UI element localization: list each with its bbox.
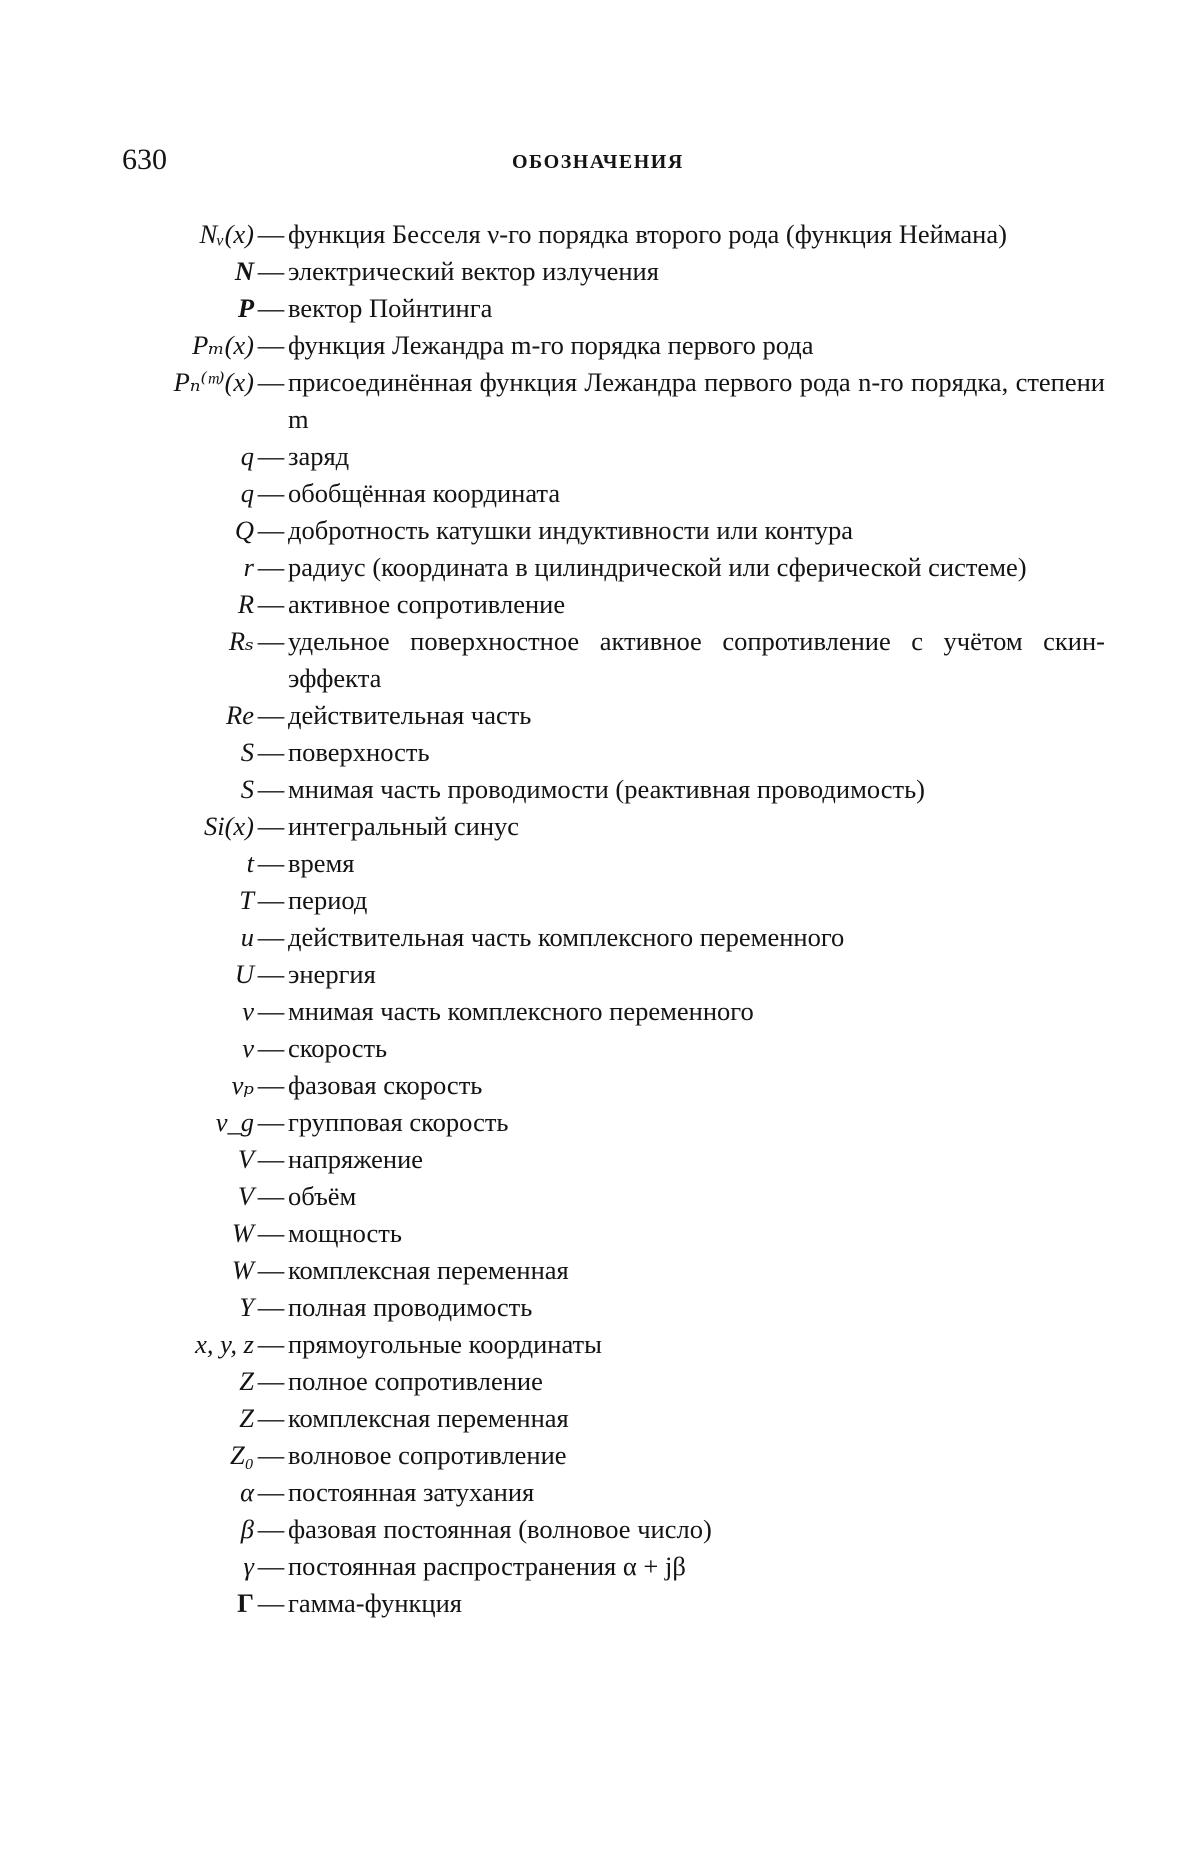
notation-definition: постоянная затухания <box>288 1477 535 1507</box>
notation-definition: электрический вектор излучения <box>288 256 659 286</box>
notation-symbol: Pₘ(x) <box>192 330 254 360</box>
notation-definition: комплексная переменная <box>288 1255 569 1285</box>
notation-entry <box>0 364 1200 438</box>
notation-entry <box>0 956 1200 993</box>
notation-symbol: Y <box>239 1292 254 1322</box>
notation-entry <box>0 1104 1200 1141</box>
notation-definition: вектор Пойнтинга <box>288 293 493 323</box>
notation-symbol: R <box>237 589 254 619</box>
notation-symbol: x, y, z <box>195 1329 254 1359</box>
notation-definition: постоянная распространения α + jβ <box>288 1551 686 1581</box>
notation-entry <box>0 845 1200 882</box>
notation-entry <box>0 586 1200 623</box>
notation-dash: — <box>257 1144 285 1174</box>
notation-entry <box>0 438 1200 475</box>
notation-definition: комплексная переменная <box>288 1403 569 1433</box>
notation-symbol: V <box>237 1144 254 1174</box>
notation-entry <box>0 1252 1200 1289</box>
notation-entry <box>0 512 1200 549</box>
notation-definition: удельное поверхностное активное сопротивление с учётом скин-эффекта <box>288 626 1105 693</box>
notation-definition: мощность <box>288 1218 402 1248</box>
notation-symbol: q <box>240 441 254 471</box>
notation-symbol: U <box>234 959 254 989</box>
notation-dash: — <box>257 219 285 249</box>
notation-symbol: v <box>242 1033 254 1063</box>
notation-entry <box>0 808 1200 845</box>
notation-entry <box>0 1289 1200 1326</box>
notation-symbol: W <box>231 1255 254 1285</box>
notation-entry <box>0 1437 1200 1474</box>
notation-entry <box>0 475 1200 512</box>
notation-symbol: Re <box>226 700 254 730</box>
notation-dash: — <box>257 1033 285 1063</box>
notation-symbol: S <box>240 737 254 767</box>
notation-symbol: β <box>240 1514 254 1544</box>
notation-definition: функция Бесселя ν-го порядка второго рода (функция Неймана) <box>288 219 1007 249</box>
notation-entry <box>0 1326 1200 1363</box>
notation-dash: — <box>257 1440 285 1470</box>
notation-entry <box>0 327 1200 364</box>
notation-entry <box>0 771 1200 808</box>
notation-entry <box>0 919 1200 956</box>
notation-entry <box>0 1548 1200 1585</box>
notation-symbol: Si(x) <box>203 811 254 841</box>
notation-entry <box>0 1141 1200 1178</box>
notation-dash: — <box>257 293 285 323</box>
notation-dash: — <box>257 478 285 508</box>
notation-definition: полное сопротивление <box>288 1366 543 1396</box>
notation-dash: — <box>257 1588 285 1618</box>
notation-dash: — <box>257 589 285 619</box>
notation-entry <box>0 1511 1200 1548</box>
notation-definition: время <box>288 848 355 878</box>
notation-definition: мнимая часть проводимости (реактивная проводимость) <box>288 774 926 804</box>
notation-dash: — <box>257 737 285 767</box>
notation-symbol: Pₙ⁽ᵐ⁾(x) <box>173 367 254 397</box>
notation-dash: — <box>257 1218 285 1248</box>
notation-entry <box>0 290 1200 327</box>
notation-symbol: Γ <box>237 1588 254 1618</box>
notation-entry <box>0 1474 1200 1511</box>
notation-dash: — <box>257 1070 285 1100</box>
notation-definition: действительная часть комплексного переменного <box>288 922 845 952</box>
notation-symbol: P <box>237 293 254 323</box>
notation-dash: — <box>257 922 285 952</box>
notation-dash: — <box>257 848 285 878</box>
notation-definition: поверхность <box>288 737 430 767</box>
notation-dash: — <box>257 1329 285 1359</box>
notation-dash: — <box>257 959 285 989</box>
notation-symbol: vₚ <box>231 1070 254 1100</box>
notation-dash: — <box>257 515 285 545</box>
notation-definition: заряд <box>288 441 350 471</box>
notation-symbol: u <box>240 922 254 952</box>
page-number: 630 <box>122 143 167 176</box>
notation-symbol: N <box>234 256 254 286</box>
notation-dash: — <box>257 1292 285 1322</box>
notation-dash: — <box>257 552 285 582</box>
notation-dash: — <box>257 1255 285 1285</box>
notation-definition: интегральный синус <box>288 811 520 841</box>
notation-dash: — <box>257 367 285 397</box>
notation-entry <box>0 216 1200 253</box>
running-title: ОБОЗНАЧЕНИЯ <box>512 151 684 173</box>
notation-definition: период <box>288 885 368 915</box>
notation-symbol: Z₀ <box>230 1440 254 1470</box>
notation-dash: — <box>257 1181 285 1211</box>
notation-entry <box>0 549 1200 586</box>
notation-definition: прямоугольные координаты <box>288 1329 602 1359</box>
notation-symbol: Z <box>239 1403 254 1433</box>
notation-dash: — <box>257 885 285 915</box>
notation-definition: фазовая скорость <box>288 1070 483 1100</box>
notation-symbol: r <box>243 552 254 582</box>
notation-entry <box>0 1585 1200 1622</box>
notation-definition: объём <box>288 1181 357 1211</box>
notation-symbol: α <box>240 1477 254 1507</box>
notation-entry <box>0 1178 1200 1215</box>
notation-definition: функция Лежандра m-го порядка первого рода <box>288 330 814 360</box>
notation-definition: фазовая постоянная (волновое число) <box>288 1514 712 1544</box>
notation-entry <box>0 1363 1200 1400</box>
notation-dash: — <box>257 1366 285 1396</box>
notation-entry <box>0 734 1200 771</box>
notation-dash: — <box>257 441 285 471</box>
notation-symbol: v_g <box>215 1107 254 1137</box>
notation-dash: — <box>257 330 285 360</box>
notation-symbol: Z <box>239 1366 254 1396</box>
notation-dash: — <box>257 1107 285 1137</box>
notation-definition: полная проводимость <box>288 1292 533 1322</box>
notation-dash: — <box>257 996 285 1026</box>
notation-entry <box>0 1400 1200 1437</box>
notation-dash: — <box>257 1514 285 1544</box>
notation-definition: напряжение <box>288 1144 424 1174</box>
notation-definition: групповая скорость <box>288 1107 509 1137</box>
notation-definition: энергия <box>288 959 376 989</box>
notation-list <box>0 216 1200 1622</box>
notation-entry <box>0 697 1200 734</box>
notation-symbol: V <box>237 1181 254 1211</box>
notation-dash: — <box>257 1551 285 1581</box>
notation-dash: — <box>257 626 285 656</box>
notation-definition: волновое сопротивление <box>288 1440 567 1470</box>
notation-definition: действительная часть <box>288 700 532 730</box>
notation-definition: активное сопротивление <box>288 589 566 619</box>
notation-entry <box>0 882 1200 919</box>
notation-symbol: Q <box>234 515 254 545</box>
notation-dash: — <box>257 256 285 286</box>
notation-definition: мнимая часть комплексного переменного <box>288 996 754 1026</box>
notation-symbol: Nᵥ(x) <box>199 219 254 249</box>
notation-entry <box>0 993 1200 1030</box>
notation-symbol: S <box>240 774 254 804</box>
notation-entry <box>0 1067 1200 1104</box>
notation-dash: — <box>257 1403 285 1433</box>
notation-dash: — <box>257 811 285 841</box>
notation-symbol: Rₛ <box>228 626 254 656</box>
notation-dash: — <box>257 774 285 804</box>
notation-entry <box>0 1030 1200 1067</box>
notation-entry <box>0 253 1200 290</box>
notation-entry <box>0 1215 1200 1252</box>
notation-symbol: v <box>242 996 254 1026</box>
notation-definition: радиус (координата в цилиндрической или сферической системе) <box>288 552 1027 582</box>
page-header <box>122 140 1082 180</box>
notation-symbol: T <box>239 885 254 915</box>
notation-symbol: W <box>231 1218 254 1248</box>
notation-definition: присоединённая функция Лежандра первого рода n-го порядка, степени m <box>288 367 1105 434</box>
notation-definition: гамма-функция <box>288 1588 462 1618</box>
notation-symbol: q <box>240 478 254 508</box>
notation-entry <box>0 623 1200 697</box>
notation-dash: — <box>257 700 285 730</box>
notation-symbol: t <box>246 848 254 878</box>
notation-definition: добротность катушки индуктивности или контура <box>288 515 854 545</box>
notation-definition: скорость <box>288 1033 388 1063</box>
notation-definition: обобщённая координата <box>288 478 561 508</box>
notation-dash: — <box>257 1477 285 1507</box>
notation-symbol: γ <box>243 1551 254 1581</box>
